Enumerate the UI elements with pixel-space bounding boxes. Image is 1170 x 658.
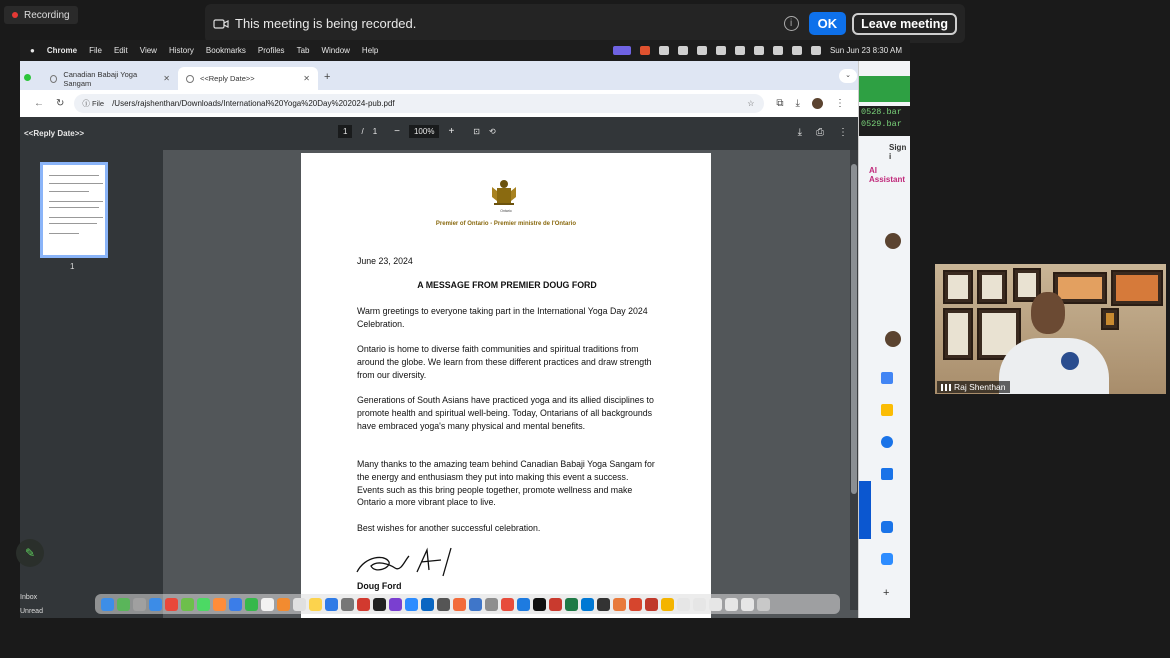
document-icon[interactable] [677, 598, 690, 611]
powerpoint-icon[interactable] [549, 598, 562, 611]
dock-app-icon[interactable] [213, 598, 226, 611]
contacts-icon[interactable] [881, 468, 893, 480]
mac-menu-bar [20, 40, 910, 61]
zoom-out-icon[interactable]: − [394, 126, 400, 137]
download-icon[interactable]: ⤓ [795, 98, 800, 109]
tab-reply-date[interactable] [178, 67, 318, 90]
letter-date: June 23, 2024 [357, 256, 413, 266]
pdf-more-icon[interactable]: ⋮ [838, 127, 848, 138]
omnibox[interactable] [74, 94, 764, 113]
grid-icon[interactable] [697, 46, 707, 55]
code-line: 0528.bar [861, 107, 902, 117]
bg-mail-label: Unread [20, 608, 43, 615]
letter-paragraph: Warm greetings to everyone taking part in the International Yoga Day 2024 Celebration. [357, 306, 648, 329]
bookmark-star-icon[interactable]: ☆ [747, 99, 755, 108]
chrome-icon[interactable] [165, 598, 178, 611]
letter-paragraph: Ontario is home to diverse faith communities and spiritual traditions from around the globe. We learn from these different practices and draw strength from our diversity. [357, 344, 652, 380]
tab-search-icon[interactable]: ⌄ [839, 69, 857, 83]
clipboard-icon[interactable] [716, 46, 726, 55]
shirt-emblem [1061, 352, 1079, 370]
contact-avatar[interactable] [885, 331, 901, 347]
pdf-toolbar [20, 117, 858, 150]
letter-paragraph: Best wishes for another successful celebration. [357, 523, 541, 533]
control-center-icon[interactable] [811, 46, 821, 55]
signal-strength-icon [941, 384, 951, 391]
recording-indicator [4, 6, 78, 24]
premier-office-line: Premier of Ontario - Premier ministre de l'Ontario [435, 221, 577, 227]
dock-app-icon[interactable] [437, 598, 450, 611]
page-separator: / [361, 127, 364, 136]
menu-profiles[interactable]: Profiles [257, 46, 285, 55]
participant-head [1031, 292, 1065, 334]
pdf-viewer[interactable] [163, 150, 858, 618]
menu-tab[interactable]: Tab [296, 46, 310, 55]
wall-frame [1111, 270, 1163, 306]
wall-frame [943, 270, 973, 304]
reminders-icon[interactable] [293, 598, 306, 611]
screen-share-icon[interactable] [613, 46, 631, 55]
pdf-document-title: <<Reply Date>> [24, 129, 85, 138]
back-icon[interactable]: ← [34, 98, 44, 109]
crest-caption: Ontario [500, 209, 512, 213]
launchpad-icon[interactable] [133, 598, 146, 611]
chat-icon[interactable] [881, 521, 893, 533]
dock-app-icon[interactable] [485, 598, 498, 611]
print-icon[interactable]: ⎙ [816, 127, 824, 138]
document-icon[interactable] [693, 598, 706, 611]
document-icon[interactable] [741, 598, 754, 611]
dock-app-icon[interactable] [117, 598, 130, 611]
profile-avatar[interactable] [812, 98, 823, 109]
acrobat-icon[interactable] [501, 598, 514, 611]
letter-paragraph: Generations of South Asians have practiced yoga and its allied disciplines to promote health and spiritual well-being. Today, Ontarians of all backgrounds have embraced yoga's many physical and mental benefits. [357, 395, 654, 431]
recording-message: This meeting is being recorded. [235, 16, 417, 31]
more-menu-icon[interactable]: ⋮ [834, 98, 845, 109]
mail-icon[interactable] [229, 598, 242, 611]
dock-app-icon[interactable] [453, 598, 466, 611]
calendar-icon[interactable] [881, 372, 893, 384]
wall-frame [977, 270, 1007, 304]
globe-icon [50, 75, 57, 83]
zoom-icon[interactable] [405, 598, 418, 611]
close-tab-icon[interactable]: ✕ [163, 74, 170, 83]
ok-button[interactable]: OK [809, 12, 847, 35]
excel-icon[interactable] [565, 598, 578, 611]
mac-dock [95, 594, 840, 614]
dock-app-icon[interactable] [181, 598, 194, 611]
menu-edit[interactable]: Edit [113, 46, 128, 55]
tab-babaji-yoga[interactable] [42, 67, 178, 90]
calendar-icon[interactable] [261, 598, 274, 611]
rotate-icon[interactable]: ⟲ [489, 127, 496, 136]
terminal-icon[interactable] [373, 598, 386, 611]
extension-icon[interactable] [678, 46, 688, 55]
leave-meeting-button[interactable]: Leave meeting [852, 13, 957, 35]
wall-frame [943, 308, 973, 360]
tab-bar [20, 61, 910, 90]
participant-video-tile[interactable] [935, 264, 1166, 394]
letter-heading: A MESSAGE FROM PREMIER DOUG FORD [417, 280, 597, 290]
app-status-icon[interactable] [640, 46, 650, 55]
address-bar-row [20, 90, 858, 117]
browser-window [20, 61, 910, 618]
sign-in-link[interactable]: Sign i [889, 143, 907, 161]
side-blue-panel [859, 481, 871, 539]
tasks-icon[interactable] [881, 436, 893, 448]
zoom-addon-icon[interactable] [881, 553, 893, 565]
ontario-crest-icon [486, 179, 522, 207]
messages-icon[interactable] [197, 598, 210, 611]
participant-name-tag [937, 381, 1010, 393]
extensions-icon[interactable]: ⧉ [776, 98, 784, 109]
menu-app-name[interactable]: Chrome [46, 46, 78, 55]
dock-app-icon[interactable] [645, 598, 658, 611]
close-tab-icon[interactable]: ✕ [303, 74, 310, 83]
search-icon[interactable] [792, 46, 802, 55]
menu-view[interactable]: View [139, 46, 157, 55]
outlook-icon[interactable] [581, 598, 594, 611]
terminal-snippet [859, 106, 910, 136]
url-text[interactable]: /Users/rajshenthan/Downloads/International%20Yoga%20Day%202024-pub.pdf [112, 99, 395, 108]
reload-icon[interactable]: ↻ [56, 98, 65, 109]
dock-app-icon[interactable] [661, 598, 674, 611]
file-chip-label: File [91, 99, 105, 108]
menu-history[interactable]: History [168, 46, 194, 55]
dock-app-icon[interactable] [597, 598, 610, 611]
zoom-level-input[interactable]: 100% [409, 125, 439, 138]
word-icon[interactable] [517, 598, 530, 611]
file-chip[interactable]: ⓘ File [82, 99, 105, 108]
notes-icon[interactable] [309, 598, 322, 611]
recording-dot-icon [12, 12, 18, 18]
menu-window[interactable]: Window [321, 46, 350, 55]
tab-label: Canadian Babaji Yoga Sangam [63, 69, 138, 88]
zoom-in-icon[interactable]: + [448, 126, 455, 137]
dock-app-icon[interactable] [277, 598, 290, 611]
dock-app-icon[interactable] [629, 598, 642, 611]
fit-page-icon[interactable]: ⊡ [473, 127, 480, 136]
menu-bookmarks[interactable]: Bookmarks [205, 46, 246, 55]
pencil-icon[interactable]: ✎ [16, 539, 44, 567]
wall-frame [1101, 308, 1119, 330]
recording-banner [205, 4, 965, 43]
dock-app-icon[interactable] [389, 598, 402, 611]
apple-icon[interactable]: ● [30, 46, 35, 55]
vscode-icon[interactable] [421, 598, 434, 611]
bg-app-header [859, 76, 910, 102]
app-store-icon[interactable] [325, 598, 338, 611]
page-total: 1 [372, 127, 378, 136]
participant-body [999, 338, 1109, 394]
page-number-input[interactable]: 1 [338, 125, 352, 138]
dock-app-icon[interactable] [357, 598, 370, 611]
finder-icon[interactable] [101, 598, 114, 611]
window-zoom-button[interactable] [24, 74, 31, 81]
background-app-column [858, 61, 910, 618]
scrollbar-thumb[interactable] [851, 164, 857, 494]
settings-icon[interactable] [341, 598, 354, 611]
contact-avatar[interactable] [885, 233, 901, 249]
recording-label: Recording [24, 9, 70, 21]
globe-icon [186, 75, 194, 83]
thumbnail-page-number: 1 [70, 262, 75, 271]
add-addon-icon[interactable]: + [883, 587, 890, 599]
document-icon[interactable] [725, 598, 738, 611]
battery-icon[interactable] [754, 46, 764, 55]
dock-app-icon[interactable] [533, 598, 546, 611]
signer-name: Doug Ford [357, 581, 402, 591]
pdf-page-controls [338, 125, 496, 138]
pdf-page [301, 153, 711, 618]
document-icon[interactable] [709, 598, 722, 611]
facetime-icon[interactable] [245, 598, 258, 611]
clock-icon[interactable] [735, 46, 745, 55]
info-icon[interactable]: i [784, 16, 799, 31]
trash-icon[interactable] [757, 598, 770, 611]
camera-icon [213, 18, 229, 30]
dock-app-icon[interactable] [613, 598, 626, 611]
menu-datetime[interactable]: Sun Jun 23 8:30 AM [829, 46, 902, 55]
menu-help[interactable]: Help [361, 46, 379, 55]
page-thumbnail[interactable] [40, 162, 108, 258]
keep-icon[interactable] [881, 404, 893, 416]
tab-label: <<Reply Date>> [200, 74, 255, 83]
menu-file[interactable]: File [89, 46, 102, 55]
pdf-download-icon[interactable]: ⤓ [797, 127, 802, 138]
pdf-scrollbar[interactable] [850, 150, 858, 610]
safari-icon[interactable] [149, 598, 162, 611]
menu-bar-status-items [613, 46, 910, 55]
handwritten-signature [355, 546, 465, 582]
pdf-actions [798, 127, 848, 138]
letter-paragraph: Many thanks to the amazing team behind Canadian Babaji Yoga Sangam for the energy and enthusiasm they put into making this event a success. Events such as this bring people together, promote wellness and make Ontario a more vibrant place to live. [357, 459, 655, 508]
ai-assistant-button[interactable]: AI Assistant [869, 166, 906, 184]
new-tab-button[interactable]: + [324, 71, 331, 83]
wifi-off-icon[interactable] [773, 46, 783, 55]
bg-mail-label: Inbox [20, 594, 38, 601]
participant-name: Raj Shenthan [954, 382, 1006, 392]
compass-icon[interactable] [659, 46, 669, 55]
code-line: 0529.bar [861, 119, 902, 129]
dock-app-icon[interactable] [469, 598, 482, 611]
